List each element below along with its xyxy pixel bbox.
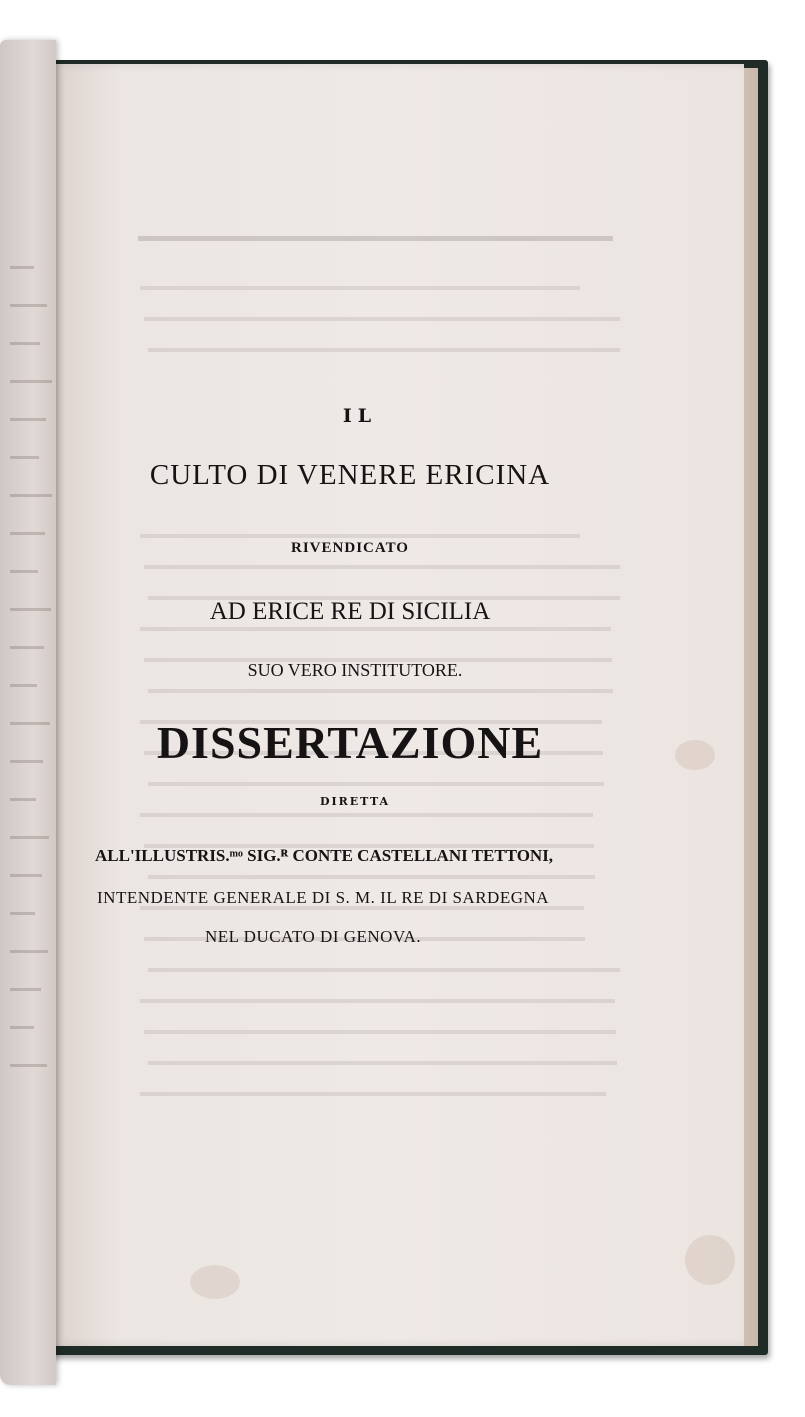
foxing-stain xyxy=(190,1265,240,1299)
title-rivendicato: RIVENDICATO xyxy=(291,540,409,556)
title-suo-vero: SUO VERO INSTITUTORE. xyxy=(247,660,463,680)
facing-page-edge xyxy=(0,40,56,1385)
title-main: CULTO DI VENERE ERICINA xyxy=(149,459,551,491)
dedicatee-line-3: NEL DUCATO DI GENOVA. xyxy=(205,927,422,946)
show-through-text-top xyxy=(140,272,620,392)
title-diretta: DIRETTA xyxy=(319,795,391,808)
foxing-stain xyxy=(675,740,715,770)
title-dissertazione: DISSERTAZIONE xyxy=(156,717,544,768)
dedicatee-line-1: ALL'ILLUSTRIS.ᵐᵒ SIG.ᴿ CONTE CASTELLANI TETTONI, xyxy=(95,846,554,865)
dedicatee-line-2: INTENDENTE GENERALE DI S. M. IL RE DI SARDEGNA xyxy=(97,888,550,907)
title-line-il: IL xyxy=(342,405,378,427)
facing-page-text xyxy=(4,250,52,1100)
foxing-stain xyxy=(685,1235,735,1285)
title-ad-erice: AD ERICE RE DI SICILIA xyxy=(209,598,491,625)
show-through-rule xyxy=(138,236,613,241)
